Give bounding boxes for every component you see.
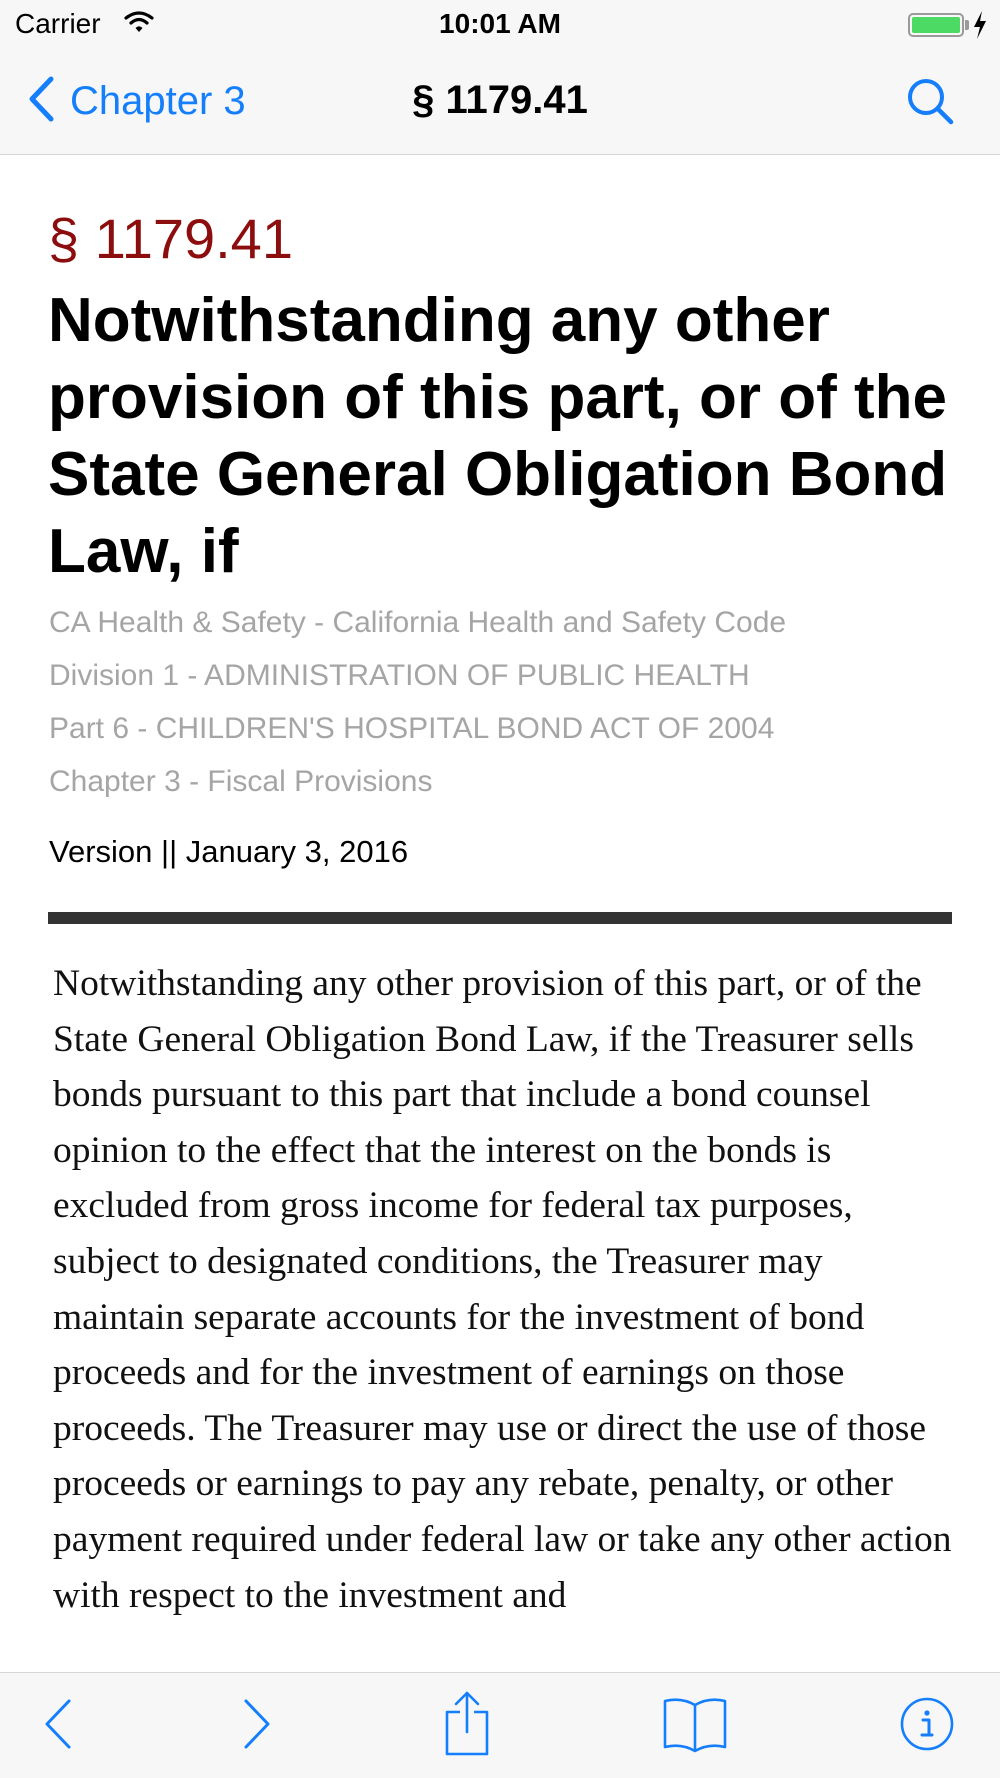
share-icon [442, 1690, 492, 1763]
battery-tip [965, 20, 969, 30]
bookmarks-book-icon [661, 1695, 729, 1758]
version-label: Version || January 3, 2016 [49, 834, 409, 869]
breadcrumb-meta [49, 596, 969, 808]
navigation-bar [0, 50, 1000, 155]
chevron-left-icon [43, 1698, 73, 1755]
back-button-label: Chapter 3 [70, 78, 246, 123]
bottom-toolbar [0, 1672, 1000, 1778]
battery-icon [908, 13, 964, 37]
info-icon [899, 1696, 955, 1757]
share-button[interactable] [432, 1691, 502, 1761]
section-number: § 1179.41 [48, 207, 293, 270]
meta-division: Division 1 - ADMINISTRATION OF PUBLIC HEALTH [49, 659, 750, 692]
meta-part: Part 6 - CHILDREN'S HOSPITAL BOND ACT OF 2004 [49, 712, 775, 745]
divider [48, 912, 952, 924]
meta-code: CA Health & Safety - California Health and Safety Code [49, 606, 787, 639]
status-bar [0, 0, 1000, 50]
carrier-label: Carrier [15, 8, 101, 39]
previous-button[interactable] [23, 1691, 93, 1761]
charging-bolt-icon [972, 10, 988, 45]
meta-chapter: Chapter 3 - Fiscal Provisions [49, 765, 433, 798]
article-body: Notwithstanding any other provision of this part, or of the State General Obligation Bond Law, if the Treasurer sells bonds pursuant to this part that include a bond counsel opinion to the effect that the interest on the bonds is excluded from gross income for federal tax purposes, subject to designated conditions, the Treasurer may maintain separate accounts for the investment of bond proceeds and for the investment of earnings on those proceeds. The Treasurer may use or direct the use of those proceeds or earnings to pay any rebate, penalty, or other payment required under federal law or take any other action with respect to the investment and [53, 963, 952, 1616]
article-content[interactable] [0, 156, 1000, 1672]
chevron-right-icon [242, 1698, 272, 1755]
next-button[interactable] [222, 1691, 292, 1761]
bookmarks-button[interactable] [660, 1691, 730, 1761]
info-button[interactable] [892, 1691, 962, 1761]
article-headline: Notwithstanding any other provision of this part, or of the State General Obligation Bond Law, if [48, 286, 948, 586]
search-button[interactable] [902, 74, 958, 130]
status-time: 10:01 AM [439, 8, 561, 39]
nav-title: § 1179.41 [412, 78, 588, 122]
search-icon [902, 117, 958, 134]
